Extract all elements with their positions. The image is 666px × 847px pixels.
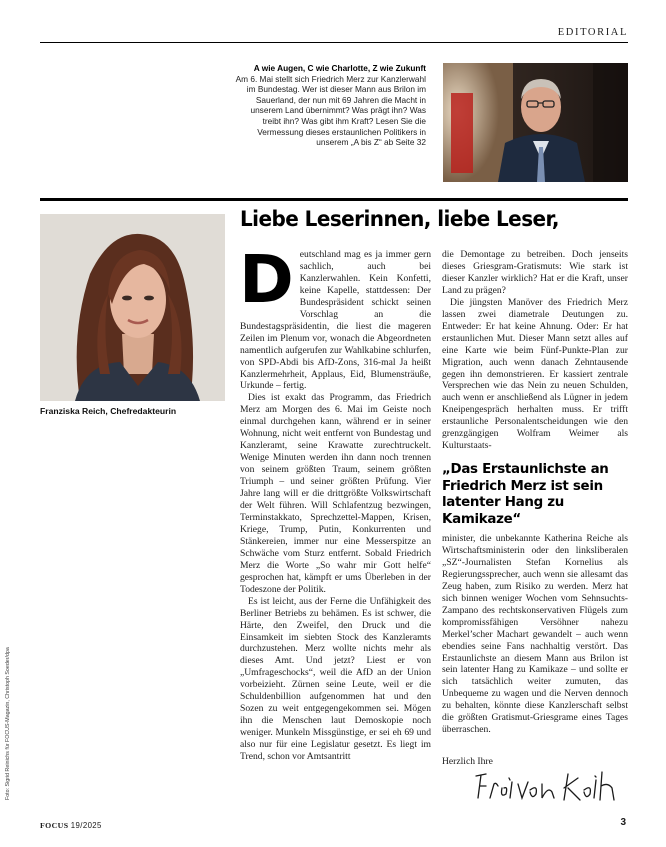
handwritten-signature-icon (472, 768, 622, 804)
photo-credit: Foto: Sigrid Reinichs für FOCUS-Magazin, Christoph Soeder/dpa (5, 647, 11, 800)
merz-photo (443, 63, 628, 182)
pull-quote: „Das Erstaunlichste an Friedrich Merz ist sein latenter Hang zu Kamikaze“ (442, 462, 609, 528)
text-column-2-bottom (442, 533, 628, 736)
paragraph: Dies ist exakt das Programm, das Friedrich Merz am Morgen des 6. Mai im Geiste noch einmal durchgehen kann, während er in seiner Wohnung, nicht weit entfernt von Bundestag und Kanzleramt, seine Krawatte zurechtruckelt. Wenige Minuten werden ihn dann noch trennen von seinem größten Traum, seinem größten Triumph – und seiner größten Prüfung. Vier Jahre lang will er die drittgrößte Volkswirtschaft der Welt führen. Will Schlafentzug bezwingen, Terminstakkato, Sprechzettel-Mappen, Krisen, Kriege, Trump, Putin, Konkurrenten und Stänkereien, immer nur eine Messerspitze an Schwäche vom Sturz entfernt. Sobald Friedrich Merz die Worte „So wahr mir Gott helfe“ gesprochen hat, kämpft er ums Überleben in der Todeszone der Politik. (240, 392, 431, 595)
magazine-name: FOCUS (40, 821, 69, 830)
text-column-2-top (442, 249, 628, 452)
issue-number: 19/2025 (70, 821, 102, 830)
portrait-caption: Franziska Reich, Chefredakteurin (40, 406, 177, 416)
paragraph: Es ist leicht, aus der Ferne die Unfähigkeit des Berliner Betriebs zu behämen. Es ist schwer, die Härte, den Zweifel, den Druck und die Einsamkeit im siebten Stock des Kanzleramts durchzustehen. Merz wollte nichts mehr als dieses Amt. Und jetzt? Liest er von „Umfrageschocks“, weil die AfD an der Union vorbeizieht. Zürnen seine Leute, weil er die Schuldenbillion aufgenommen hat und den Sozen zu weit entgegengekommen sei. Mögen ihn die Menschen laut Demoskopie noch weniger. Munkeln Missgünstige, er sei eh 69 und also nur für eine Legislatur gesetzt. Es liegt im Trend, schon vor Amtsantritt (240, 595, 431, 763)
top-rule (40, 42, 628, 43)
section-label: EDITORIAL (552, 27, 628, 38)
section-rule (40, 198, 628, 201)
footer-magazine (40, 821, 102, 830)
signoff: Herzlich Ihre (442, 756, 493, 767)
drop-cap: D (239, 241, 294, 318)
editor-portrait (40, 214, 225, 401)
page-number: 3 (620, 817, 626, 828)
teaser-box (234, 63, 426, 148)
editorial-headline: Liebe Leserinnen, liebe Leser, (240, 207, 559, 232)
teaser-body: Am 6. Mai stellt sich Friedrich Merz zur Kanzlerwahl im Bundestag. Wer ist dieser Mann aus Brilon im Sauerland, der nun mit 69 Jahren die Macht in unserem Land übernimmt? Was prägt ihn? Was treibt ihn? Was gibt ihm Kraft? Lesen Sie die Vermessung dieses erstaunlichen Politikers in unserem „A bis Z“ ab Seite 32 (235, 73, 426, 148)
text-column-1 (239, 241, 431, 763)
teaser-headline: A wie Augen, C wie Charlotte, Z wie Zukunft (253, 63, 426, 73)
paragraph: Die jüngsten Manöver des Friedrich Merz lassen zwei diametrale Deutungen zu. Entweder: Er hat keine Ahnung. Oder: Er hat erstaunlichen Mut. Dieser Mann setzt alles auf eine Karte wie beim Fünf-Punkte-Plan zur Migration, auch wenn danach Zehntausende gegen ihn demonstrieren. Er kassiert zentrale Versprechen wie das Nein zu neuen Schulden, auch wenn er anschließend als Lügner in jedem Kneipengespräch herhalten muss. Er trifft erstaunliche Personalentscheidungen wie den grenzgängigen Wolfram Weimer als Kulturstaats- (442, 296, 628, 452)
paragraph: minister, die unbekannte Katherina Reiche als Wirtschaftsministerin oder den linksliberalen „SZ“-Journalisten Stefan Kornelius als Regierungssprecher, auch wenn sie allesamt das Zeug haben, zum Risiko zu werden. Merz hat sich binnen weniger Wochen vom Sehnsuchts-Zampano des rechtskonservativen Flügels zum kompromissfähigen Versöhner nahezu Merkel’scher Machart gewandelt – auch wenn ebendies seine Fans nachhaltig verstört. Das Erstaunlichste an diesem Mann aus Brilon ist sein latenter Hang zu Kamikaze – und sollte er sich tatsächlich weiter zumuten, das Unbequeme zu wagen und die Nerven dennoch zu behalten, könnte diese Kanzlerschaft selbst die größten Gratismut-Griesgrame eines Tages überraschen. (442, 533, 628, 736)
paragraph: die Demontage zu betreiben. Doch jenseits dieses Griesgram-Gratismuts: Wie stark ist dieser Kanzler wirklich? Hat er die Kraft, unser Land zu prägen? (442, 249, 628, 296)
paragraph: eutschland mag es ja immer gern sachlich, auch bei Kanzlerwahlen. Kein Konfetti, keine Kapelle, stattdessen: Der Bundespräsident schickt seinen Vorschlag an die Bundestagspräsidentin, die liest die mageren Zeilen im Plenum vor, wonach die Abgeordneten namentlich aufgerufen zur Wahlkabine schlurfen, von SPD-Abdi bis AfD-Zons, 316-mal Ja heißt Kanzlermehrheit, Applaus, Eid, Blumensträuße, Urkunde – fertig. (240, 249, 431, 392)
